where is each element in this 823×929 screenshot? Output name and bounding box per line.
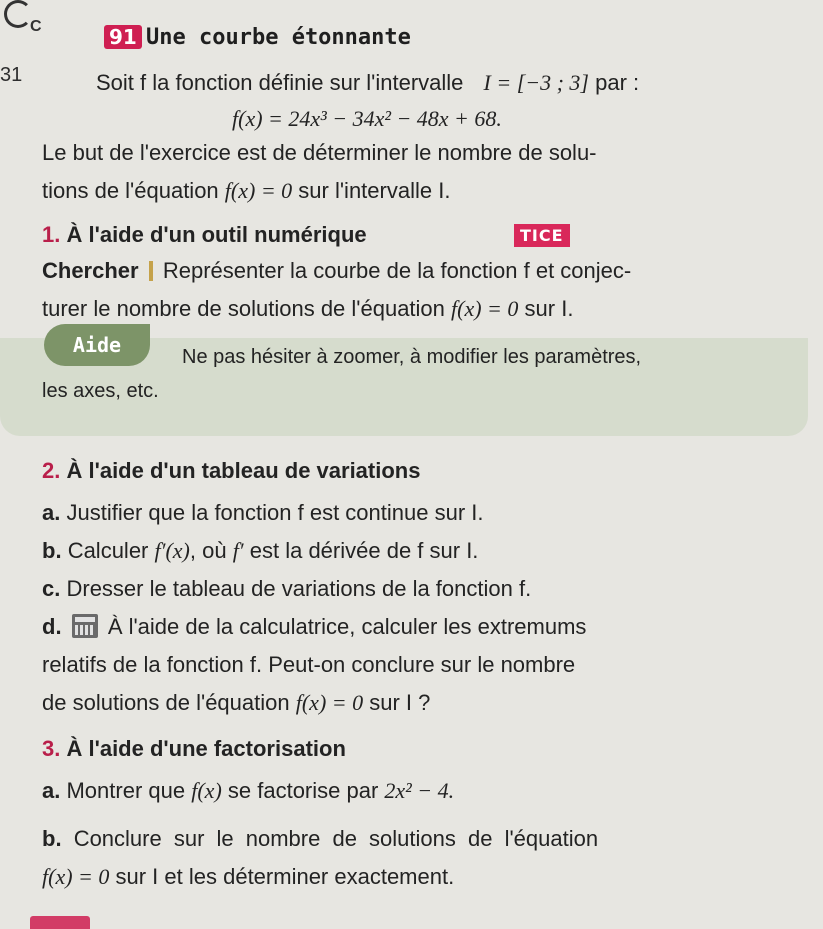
aide-line1: Ne pas hésiter à zoomer, à modifier les paramètres, xyxy=(182,346,642,368)
intro-line2: Le but de l'exercice est de déterminer le nombre de solu- xyxy=(42,140,597,165)
page-edge-marker xyxy=(30,916,90,929)
tice-badge: TICE xyxy=(514,224,570,247)
intro-line1: Soit f la fonction définie sur l'intervalle I = [−3 ; 3] par : xyxy=(96,70,640,95)
corner-badge-icon xyxy=(4,0,32,28)
function-formula: f(x) = 24x³ − 34x² − 48x + 68. xyxy=(232,106,502,131)
part2-item-a: a. Justifier que la fonction f est continue sur I. xyxy=(42,500,484,525)
aide-badge: Aide xyxy=(44,324,150,366)
part2-heading: 2. À l'aide d'un tableau de variations xyxy=(42,458,421,483)
exercise-number: 91 xyxy=(104,25,142,49)
aide-line2: les axes, etc. xyxy=(42,380,159,402)
part2-item-d-line2: relatifs de la fonction f. Peut-on conclure sur le nombre xyxy=(42,652,576,677)
part3-heading: 3. À l'aide d'une factorisation xyxy=(42,736,346,761)
part1-line1: Chercher Représenter la courbe de la fonction f et conjec- xyxy=(42,258,632,283)
exercise-title: Une courbe étonnante xyxy=(146,25,411,50)
part3-item-b-line2: f(x) = 0 sur I et les déterminer exactement. xyxy=(42,864,455,889)
part2-item-d: d. À l'aide de la calculatrice, calculer les extremums xyxy=(42,614,587,639)
calculator-icon xyxy=(72,614,98,638)
part2-item-d-line3: de solutions de l'équation f(x) = 0 sur I ? xyxy=(42,690,431,715)
intro-line3: tions de l'équation f(x) = 0 sur l'intervalle I. xyxy=(42,178,451,203)
part3-item-a: a. Montrer que f(x) se factorise par 2x² − 4. xyxy=(42,778,455,803)
part2-item-b: b. Calculer f′(x), où f′ est la dérivée de f sur I. xyxy=(42,538,479,563)
separator-bar xyxy=(149,261,153,281)
corner-letter: C xyxy=(30,18,42,35)
part1-line2: turer le nombre de solutions de l'équation f(x) = 0 sur I. xyxy=(42,296,574,321)
part3-item-b: b. Conclure sur le nombre de solutions de l'équation xyxy=(42,826,599,851)
part2-item-c: c. Dresser le tableau de variations de la fonction f. xyxy=(42,576,532,601)
margin-number: 31 xyxy=(0,64,23,86)
part1-heading: 1. À l'aide d'un outil numérique xyxy=(42,222,367,247)
